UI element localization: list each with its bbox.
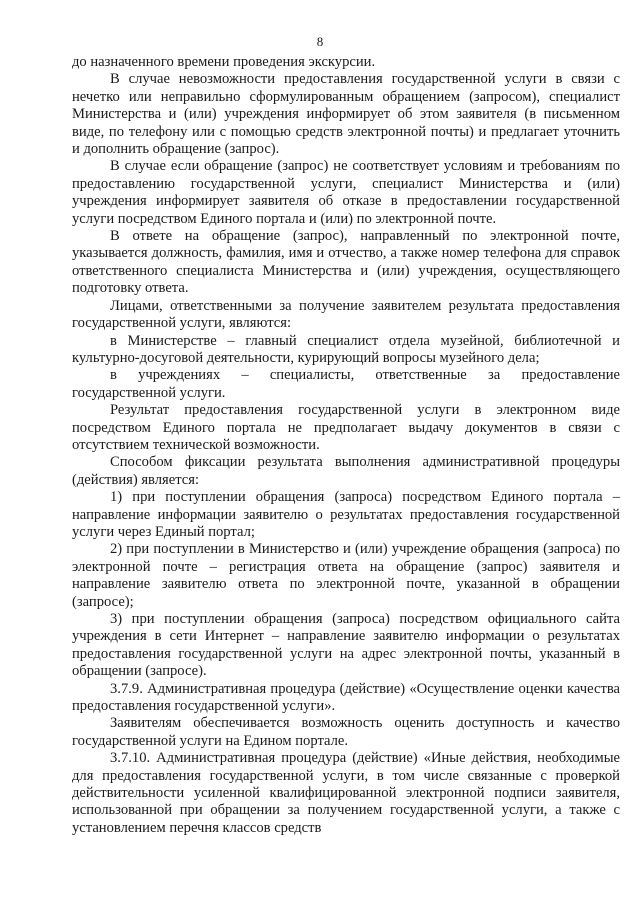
paragraph: Лицами, ответственными за получение заявителем результата предоставления государственной услуги, являются: [72,297,620,332]
section-heading-paragraph: 3.7.10. Административная процедура (действие) «Иные действия, необходимые для предоставления государственной услуги, в том числе связанные с проверкой действительности усиленной квалифицированной электронной подписи заявителя, использованной при обращении за получением государственной услуги, а также с установлением перечня классов средств [72,750,620,836]
paragraph-continuation: до назначенного времени проведения экскурсии. [72,54,376,70]
document-body [72,54,620,837]
section-heading-paragraph: 3.7.9. Административная процедура (действие) «Осуществление оценки качества предоставления государственной услуги». [72,680,620,715]
paragraph: Результат предоставления государственной услуги в электронном виде посредством Единого портала не предполагает выдачу документов в связи с отсутствием технической возможности. [72,402,620,453]
paragraph: В ответе на обращение (запрос), направленный по электронной почте, указывается должность, фамилия, имя и отчество, а также номер телефона для справок ответственного специалиста Министерства и (или) учреждения, осуществляющего подготовку ответа. [72,228,620,297]
paragraph: в Министерстве – главный специалист отдела музейной, библиотечной и культурно-досуговой деятельности, курирующий вопросы музейного дела; [72,332,620,366]
paragraph: в учреждениях – специалисты, ответственные за предоставление государственной услуги. [72,367,620,401]
list-item: 2) при поступлении в Министерство и (или) учреждение обращения (запроса) по электронной почте – регистрация ответа на обращение (запрос) заявителя и направление заявителю ответа по электронной почте, указанной в обращении (запросе); [72,541,620,610]
paragraph: Заявителям обеспечивается возможность оценить доступность и качество государственной услуги на Едином портале. [72,715,620,749]
list-item: 3) при поступлении обращения (запроса) посредством официального сайта учреждения в сети Интернет – направление заявителю информации о результатах предоставления государственной услуги на адрес электронной почты, указанный в обращении (запросе). [72,611,620,680]
paragraph: В случае если обращение (запрос) не соответствует условиям и требованиям по предоставлению государственной услуги, специалист Министерства и (или) учреждения информирует заявителя об отказе в предоставлении государственной услуги посредством Единого портала и (или) по электронной почте. [72,158,620,227]
paragraph: Способом фиксации результата выполнения административной процедуры (действия) является: [72,454,620,488]
page-number: 8 [316,34,324,49]
list-item: 1) при поступлении обращения (запроса) посредством Единого портала – направление информации заявителю о результатах предоставления государственной услуги через Единый портал; [72,489,620,540]
paragraph: В случае невозможности предоставления государственной услуги в связи с нечетко или неправильно сформулированным обращением (запросом), специалист Министерства и (или) учреждения информирует об этом заявителя (в письменном виде, по телефону или с помощью средств электронной почты) и предлагает уточнить и дополнить обращение (запрос). [72,71,620,158]
